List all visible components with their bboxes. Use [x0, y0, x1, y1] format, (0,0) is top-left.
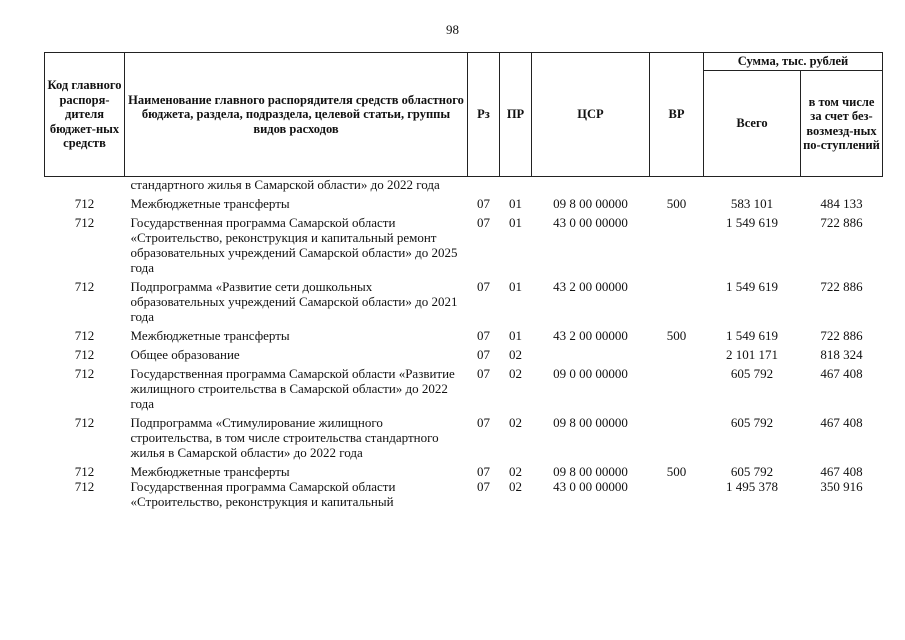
cell-code: 712	[74, 279, 95, 294]
cell-name: Общее образование	[130, 347, 240, 362]
cell-vr	[650, 177, 704, 193]
cell-pr: 01	[509, 215, 522, 230]
cell-vr: 500	[666, 464, 687, 479]
cell-vr	[650, 411, 704, 460]
budget-table	[44, 52, 883, 509]
cell-name: Межбюджетные трансферты	[130, 196, 290, 211]
cell-pr: 01	[509, 196, 522, 211]
cell-pr: 01	[509, 328, 522, 343]
cell-code: 712	[74, 464, 95, 479]
cell-vr: 500	[666, 196, 687, 211]
cell-rz: 07	[477, 464, 490, 479]
cell-code: 712	[74, 479, 95, 494]
cell-total: 1 549 619	[726, 328, 778, 343]
cell-vr	[650, 275, 704, 324]
header-sum-group: Сумма, тыс. рублей	[704, 53, 883, 71]
cell-csr: 43 2 00 00000	[553, 279, 628, 294]
header-rz: Рз	[468, 53, 500, 177]
cell-code: 712	[74, 328, 95, 343]
cell-incl: 722 886	[820, 279, 863, 294]
cell-rz: 07	[477, 479, 490, 494]
cell-vr: 500	[666, 328, 687, 343]
table-row	[45, 192, 883, 211]
cell-incl: 467 408	[820, 366, 863, 381]
cell-vr	[650, 479, 704, 509]
table-row	[45, 343, 883, 362]
cell-csr: 43 2 00 00000	[553, 328, 628, 343]
cell-csr: 09 8 00 00000	[553, 415, 628, 430]
cell-pr: 02	[509, 464, 522, 479]
cell-pr: 02	[509, 415, 522, 430]
cell-incl: 722 886	[820, 328, 863, 343]
cell-incl: 467 408	[820, 464, 863, 479]
header-csr: ЦСР	[532, 53, 650, 177]
cell-csr: 09 8 00 00000	[553, 196, 628, 211]
cell-csr	[532, 177, 650, 193]
cell-pr: 02	[509, 366, 522, 381]
table-row	[45, 177, 883, 193]
cell-name: Межбюджетные трансферты	[130, 328, 290, 343]
cell-name: Подпрограмма «Стимулирование жилищного строительства, в том числе строительства стандартного жилья в Самарской области» до 2022 года	[130, 415, 439, 460]
cell-code: 712	[74, 196, 95, 211]
cell-rz: 07	[477, 215, 490, 230]
header-incl: в том числе за счет без-возмезд-ных по-ступлений	[801, 71, 883, 177]
cell-pr	[500, 177, 532, 193]
cell-incl: 818 324	[820, 347, 863, 362]
table-row	[45, 411, 883, 460]
cell-total: 2 101 171	[726, 347, 778, 362]
cell-total: 605 792	[730, 366, 774, 381]
page-number: 98	[446, 22, 459, 37]
cell-pr: 02	[509, 347, 522, 362]
cell-rz: 07	[477, 328, 490, 343]
cell-name: стандартного жилья в Самарской области» до 2022 года	[130, 177, 440, 192]
cell-name: Подпрограмма «Развитие сети дошкольных образовательных учреждений Самарской области» до 2021 года	[130, 279, 458, 324]
cell-code: 712	[74, 347, 95, 362]
cell-code	[45, 177, 125, 193]
cell-csr: 09 0 00 00000	[553, 366, 628, 381]
cell-rz: 07	[477, 366, 490, 381]
cell-csr: 43 0 00 00000	[553, 479, 628, 494]
cell-rz	[468, 177, 500, 193]
cell-csr: 43 0 00 00000	[553, 215, 628, 230]
cell-incl: 722 886	[820, 215, 863, 230]
cell-rz: 07	[477, 279, 490, 294]
header-vr: ВР	[650, 53, 704, 177]
cell-total: 1 549 619	[726, 215, 778, 230]
table-row	[45, 275, 883, 324]
cell-vr	[650, 211, 704, 275]
table-row	[45, 211, 883, 275]
cell-rz: 07	[477, 415, 490, 430]
cell-total: 1 549 619	[726, 279, 778, 294]
cell-incl	[801, 177, 883, 193]
cell-code: 712	[74, 366, 95, 381]
cell-pr: 02	[509, 479, 522, 494]
cell-incl: 350 916	[820, 479, 863, 494]
header-total: Всего	[704, 71, 801, 177]
header-code: Код главного распоря-дителя бюджет-ных средств	[45, 53, 125, 177]
cell-name: Государственная программа Самарской области «Развитие жилищного строительства в Самарской области» до 2022 года	[130, 366, 455, 411]
cell-name: Государственная программа Самарской области «Строительство, реконструкция и капитальный	[130, 479, 396, 509]
cell-total: 1 495 378	[726, 479, 778, 494]
table-row	[45, 362, 883, 411]
cell-vr	[650, 362, 704, 411]
cell-csr	[532, 343, 650, 362]
cell-incl: 467 408	[820, 415, 863, 430]
cell-total: 605 792	[730, 464, 774, 479]
cell-rz: 07	[477, 196, 490, 211]
header-pr: ПР	[500, 53, 532, 177]
cell-pr: 01	[509, 279, 522, 294]
cell-name: Государственная программа Самарской области «Строительство, реконструкция и капитальный ремонт образовательных учреждений Самарской области» до 2025 года	[130, 215, 458, 275]
table-header	[45, 53, 883, 177]
cell-code: 712	[74, 215, 95, 230]
cell-total: 605 792	[730, 415, 774, 430]
cell-vr	[650, 343, 704, 362]
cell-code: 712	[74, 415, 95, 430]
cell-rz: 07	[477, 347, 490, 362]
table-row	[45, 460, 883, 479]
table-row	[45, 479, 883, 509]
cell-csr: 09 8 00 00000	[553, 464, 628, 479]
table-row	[45, 324, 883, 343]
header-name: Наименование главного распорядителя средств областного бюджета, раздела, подраздела, целевой статьи, группы видов расходов	[125, 53, 468, 177]
table-body	[45, 177, 883, 510]
cell-total: 583 101	[730, 196, 774, 211]
cell-total	[704, 177, 801, 193]
cell-incl: 484 133	[820, 196, 863, 211]
cell-name: Межбюджетные трансферты	[130, 464, 290, 479]
